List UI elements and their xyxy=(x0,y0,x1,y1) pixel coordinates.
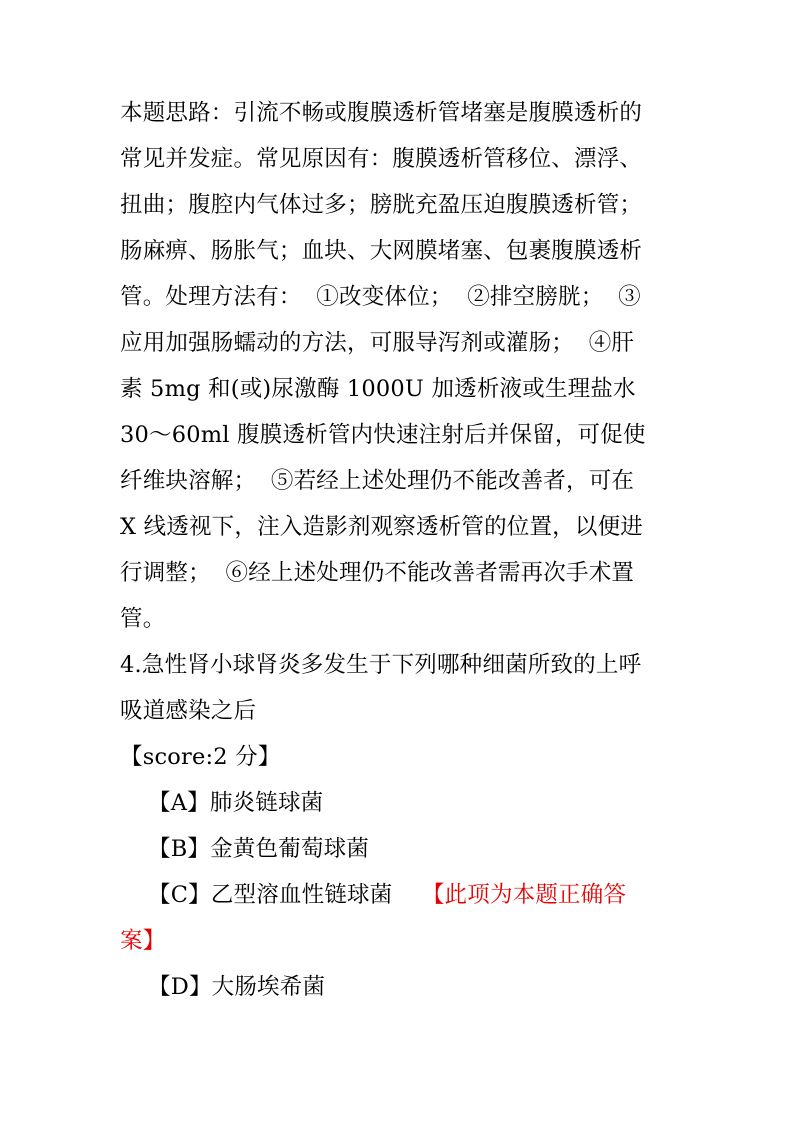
option-a: 【A】肺炎链球菌 xyxy=(148,790,324,816)
explanation-line: 管。 xyxy=(120,606,166,632)
question-line: 4.急性肾小球肾炎多发生于下列哪种细菌所致的上呼 xyxy=(120,652,642,678)
option-d: 【D】大肠埃希菌 xyxy=(148,974,326,1000)
option-b: 【B】金黄色葡萄球菌 xyxy=(148,836,370,862)
explanation-line: 纤维块溶解； ⑤若经上述处理仍不能改善者，可在 xyxy=(120,468,635,494)
explanation-line: 常见并发症。常见原因有：腹膜透析管移位、漂浮、 xyxy=(120,146,643,172)
correct-answer-mark: 【此项为本题正确答 xyxy=(421,882,627,908)
explanation-line: 应用加强肠蠕动的方法，可服导泻剂或灌肠； ④肝 xyxy=(120,330,635,356)
correct-answer-mark-continued: 案】 xyxy=(120,928,166,954)
explanation-line: 行调整； ⑥经上述处理仍不能改善者需再次手术置 xyxy=(120,560,635,586)
explanation-line: 本题思路：引流不畅或腹膜透析管堵塞是腹膜透析的 xyxy=(120,100,643,126)
question-line: 吸道感染之后 xyxy=(120,698,257,724)
explanation-line: 扭曲；腹腔内气体过多；膀胱充盈压迫腹膜透析管； xyxy=(120,192,643,218)
explanation-line: 管。处理方法有： ①改变体位； ②排空膀胱； ③ xyxy=(120,284,641,310)
explanation-line: 素 5mg 和(或)尿激酶 1000U 加透析液或生理盐水 xyxy=(120,376,636,402)
question-score: 【score:2 分】 xyxy=(120,744,281,770)
explanation-line: X 线透视下，注入造影剂观察透析管的位置，以便进 xyxy=(120,514,643,540)
option-c-label: 【C】乙型溶血性链球菌 xyxy=(148,882,393,908)
explanation-line: 肠麻痹、肠胀气；血块、大网膜堵塞、包裹腹膜透析 xyxy=(120,238,643,264)
explanation-line: 30～60ml 腹膜透析管内快速注射后并保留，可促使 xyxy=(120,422,646,448)
option-c xyxy=(148,880,626,910)
